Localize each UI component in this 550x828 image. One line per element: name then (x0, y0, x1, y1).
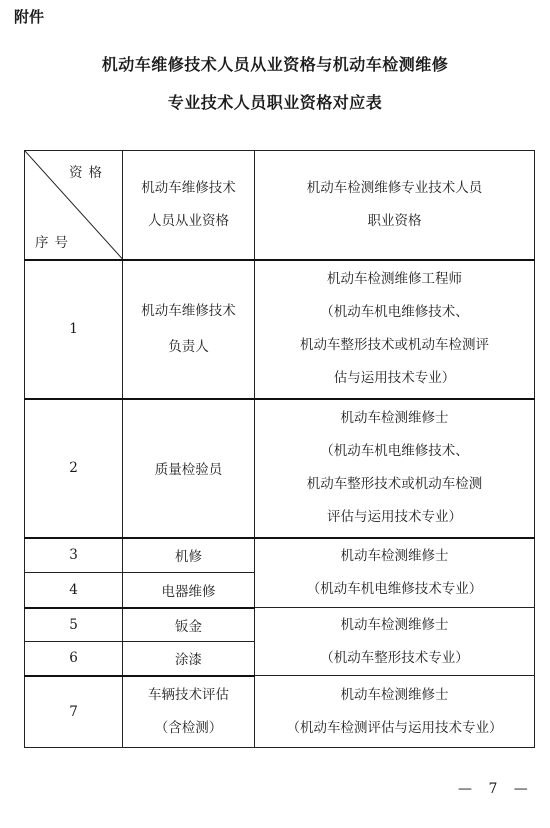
header-professional-qualification (255, 151, 535, 260)
row-number: 1 (25, 260, 123, 399)
cell-line: 机动车检测维修士 (340, 686, 449, 703)
practice-qualification-cell: 机修 (123, 538, 255, 573)
cell-line: （含检测） (154, 719, 223, 736)
header-line: 人员从业资格 (148, 212, 229, 229)
document-title-line-2: 专业技术人员职业资格对应表 (167, 93, 383, 112)
cell-line: 机动车整形技术或机动车检测 (306, 476, 483, 492)
cell-line: （机动车机电维修技术、 (320, 304, 469, 320)
table-row (25, 608, 535, 642)
practice-qualification-cell: 钣金 (123, 608, 255, 642)
table-header-row (25, 151, 535, 260)
header-line: 机动车维修技术 (141, 179, 236, 196)
table-row (25, 399, 535, 538)
practice-qualification-cell (123, 399, 255, 538)
cell-line: 机动车维修技术 (141, 303, 236, 319)
cell-line: 机动车检测维修工程师 (327, 271, 462, 287)
cell-line: 机动车检测维修士 (340, 410, 449, 426)
cell-line: （机动车机电维修技术专业） (306, 580, 483, 597)
professional-qualification-cell (255, 608, 535, 676)
cell-line: 估与运用技术专业） (333, 370, 456, 386)
practice-qualification-cell (123, 260, 255, 399)
cell-line: 质量检验员 (154, 462, 223, 478)
corner-label-qualification: 资格 (69, 165, 108, 181)
page-number: — 7 — (458, 781, 534, 797)
cell-line: 机动车检测维修士 (340, 547, 449, 564)
practice-qualification-cell (123, 676, 255, 748)
row-number: 2 (25, 399, 123, 538)
professional-qualification-cell (255, 538, 535, 608)
row-number: 6 (25, 642, 123, 676)
attachment-label: 附件 (14, 8, 45, 26)
professional-qualification-cell (255, 399, 535, 538)
row-number: 5 (25, 608, 123, 642)
document-title-line-1: 机动车维修技术人员从业资格与机动车检测维修 (101, 55, 449, 74)
professional-qualification-cell (255, 676, 535, 748)
cell-line: 车辆技术评估 (148, 686, 229, 703)
header-line: 职业资格 (367, 212, 422, 229)
cell-line: （机动车检测评估与运用技术专业） (286, 719, 503, 736)
table-row (25, 676, 535, 748)
header-practice-qualification (123, 151, 255, 260)
cell-line: 机动车检测维修士 (340, 616, 449, 633)
practice-qualification-cell: 电器维修 (123, 573, 255, 608)
practice-qualification-cell: 涂漆 (123, 642, 255, 676)
cell-line: 评估与运用技术专业） (327, 509, 462, 525)
cell-line: （机动车整形技术专业） (320, 649, 469, 666)
header-line: 机动车检测维修专业技术人员 (306, 179, 483, 196)
row-number: 4 (25, 573, 123, 608)
cell-line: （机动车机电维修技术、 (320, 443, 469, 459)
row-number: 3 (25, 538, 123, 573)
corner-header-cell (25, 151, 123, 260)
cell-line: 负责人 (168, 339, 209, 355)
corner-label-number: 序号 (35, 234, 74, 251)
table-row (25, 260, 535, 399)
cell-line: 机动车整形技术或机动车检测评 (300, 337, 489, 353)
qualification-correspondence-table (24, 150, 535, 748)
table-row (25, 538, 535, 573)
professional-qualification-cell (255, 260, 535, 399)
row-number: 7 (25, 676, 123, 748)
